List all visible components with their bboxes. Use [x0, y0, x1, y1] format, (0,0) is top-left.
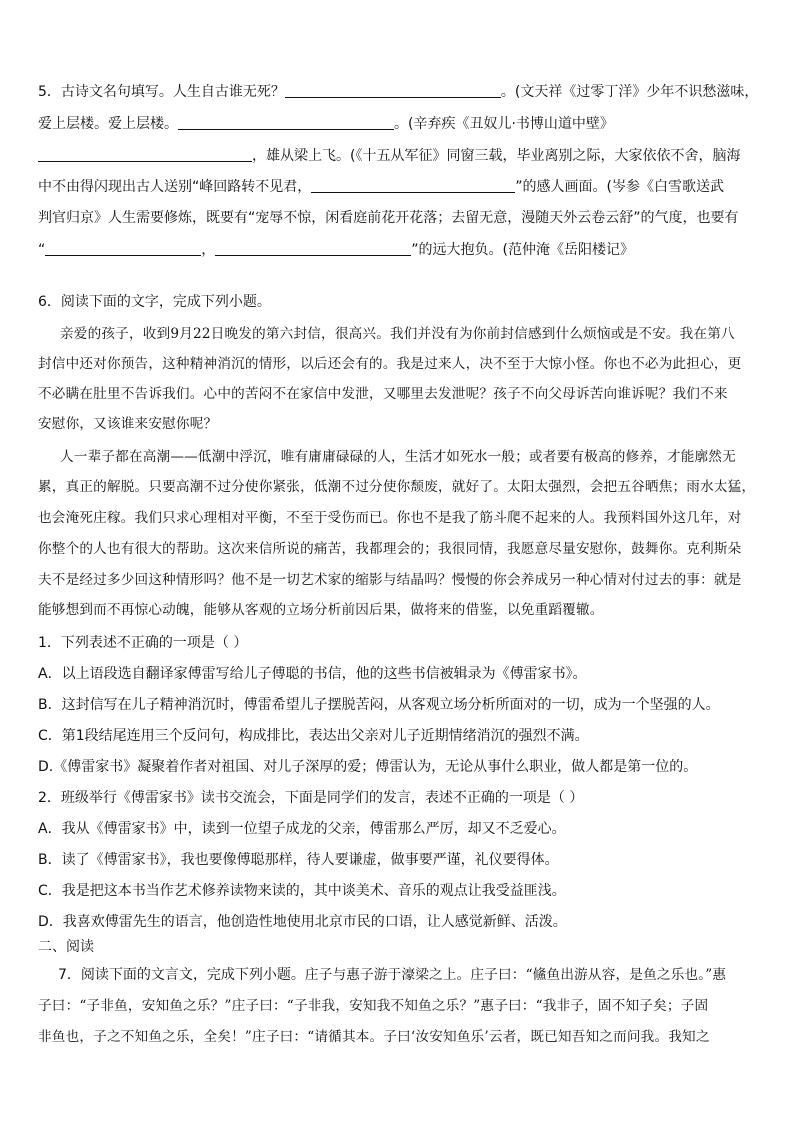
fill-blank[interactable] [285, 83, 501, 98]
q5-line-4 [38, 177, 758, 197]
passage-line: 能够想到而不再惊心动魄，能够从客观的立场分析前因后果，做将来的借鉴，以免重蹈覆辙。 [38, 602, 604, 618]
fill-blank[interactable] [45, 241, 201, 256]
option-a[interactable]: A．以上语段选自翻译家傅雷写给儿子傅聪的书信，他的这些书信被辑录为《傅雷家书》。 [38, 666, 587, 682]
fill-blank[interactable] [38, 147, 252, 162]
q7-passage: 庄子与惠子游于濠梁之上。庄子曰：“鯈鱼出游从容，是鱼之乐也。”惠 [304, 967, 727, 983]
q5-text: 5．古诗文名句填写。人生自古谁无死？ [38, 84, 285, 100]
passage-line: 安慰你，又该谁来安慰你呢？ [38, 416, 218, 432]
q5-text: 中不由得闪现出古人送别“峰回路转不见君， [38, 179, 312, 195]
option-b[interactable]: B．这封信写在儿子精神消沉时，傅雷希望儿子摆脱苦闷，从客观立场分析所面对的一切，成为一个坚强的人。 [38, 697, 720, 713]
passage-line: 不必瞒在肚里不告诉我们。心中的苦闷不在家信中发泄，又哪里去发泄呢？孩子不向父母诉苦向谁诉呢？我们不来 [38, 386, 728, 402]
option-d[interactable]: D．我喜欢傅雷先生的语言，他创造性地使用北京市民的口语，让人感觉新鲜、活泼。 [38, 914, 567, 930]
passage-line: 封信中还对你预告，这种精神消沉的情形，以后还会有的。我是过来人，决不至于大惊小怪。你也不必为此担心，更 [38, 356, 742, 372]
q7-line-1 [58, 965, 758, 985]
option-b[interactable]: B．读了《傅雷家书》，我也要像傅聪那样，待人要谦虚，做事要严谨，礼仪要得体。 [38, 852, 559, 868]
q5-text: “ [38, 242, 46, 258]
section-title: 二、阅读 [38, 939, 94, 955]
q5-text: ”的感人画面。(岑参《白雪歌送武 [515, 179, 724, 195]
q5-line-2 [38, 114, 758, 134]
fill-blank[interactable] [215, 241, 411, 256]
option-a[interactable]: A．我从《傅雷家书》中，读到一位望子成龙的父亲，傅雷那么严厉，却又不乏爱心。 [38, 821, 566, 837]
option-d[interactable]: D.《傅雷家书》凝聚着作者对祖国、对儿子深厚的爱；傅雷认为，无论从事什么职业，做人都是第一位的。 [38, 759, 698, 775]
sub2-question: 2．班级举行《傅雷家书》读书交流会，下面是同学们的发言，表述不正确的一项是（ ） [38, 790, 584, 806]
fill-blank[interactable] [311, 178, 515, 193]
passage-line: 夫不是经过多少回这种情形吗？他不是一切艺术家的缩影与结晶吗？慢慢的你会养成另一种心情对付过去的事：就是 [38, 572, 742, 588]
q5-text: ， [201, 242, 216, 258]
passage-line: 人一辈子都在高潮——低潮中浮沉，唯有庸庸碌碌的人，生活才如死水一般；或者要有极高的修养，才能廓然无 [60, 449, 736, 465]
passage-line: 也会淹死庄稼。我们只求心理相对平衡，不至于受伤而已。你也不是我了筋斗爬不起来的人。我预料国外这几年，对 [38, 510, 742, 526]
q5-text: 爱上层楼。爱上层楼。 [38, 116, 178, 132]
q5-text: 。(辛弃疾《丑奴儿·书博山道中壁》 [394, 116, 614, 132]
q6-heading: 6．阅读下面的文字，完成下列小题。 [38, 294, 271, 310]
q7-line-2: 子曰：“子非鱼，安知鱼之乐？”庄子曰：“子非我，安知我不知鱼之乐？”惠子曰：“我非子，固不知子矣；子固 [38, 998, 709, 1014]
passage-line: 你整个的人也有很大的帮助。这次来信所说的痛苦，我都理会的；我很同情，我愿意尽量安慰你，鼓舞你。克利斯朵 [38, 541, 742, 557]
option-c[interactable]: C．我是把这本书当作艺术修养读物来读的，其中谈美术、音乐的观点让我受益匪浅。 [38, 883, 566, 899]
q5-line-5 [38, 208, 758, 228]
passage-line: 亲爱的孩子，收到9月22日晚发的第六封信，很高兴。我们并没有为你前封信感到什么烦恼或是不安。我在第八 [60, 326, 735, 342]
q5-line-3 [38, 146, 758, 166]
q5-text: ”的远大抱负。(范仲淹《岳阳楼记》 [411, 242, 634, 258]
q7-text: 7．阅读下面的文言文，完成下列小题。 [58, 967, 305, 983]
q5-line-6 [38, 240, 758, 260]
q5-text: ，雄从梁上飞。(《十五从军征》同窗三载，毕业离别之际，大家依依不舍，脑海 [252, 148, 741, 164]
q5-text: 判官归京》人生需要修炼，既要有“宠辱不惊，闲看庭前花开花落；去留无意，漫随天外云卷云舒”的气度，也要有 [38, 210, 739, 226]
q5-line-1 [38, 82, 758, 102]
q5-text: 。(文天祥《过零丁洋》少年不识愁滋味， [500, 84, 758, 100]
passage-line: 累，真正的解脱。只要高潮不过分使你紧张，低潮不过分使你颓废，就好了。太阳太强烈，会把五谷晒焦；雨水太猛， [38, 479, 756, 495]
option-c[interactable]: C．第1段结尾连用三个反问句，构成排比，表达出父亲对儿子近期情绪消沉的强烈不满。 [38, 728, 589, 744]
q7-line-3: 非鱼也，子之不知鱼之乐，全矣！”庄子曰：“请循其本。子曰‘汝安知鱼乐’云者，既已知吾知之而问我。我知之 [38, 1029, 710, 1045]
sub1-question: 1．下列表述不正确的一项是（ ） [38, 635, 248, 651]
fill-blank[interactable] [178, 115, 394, 130]
